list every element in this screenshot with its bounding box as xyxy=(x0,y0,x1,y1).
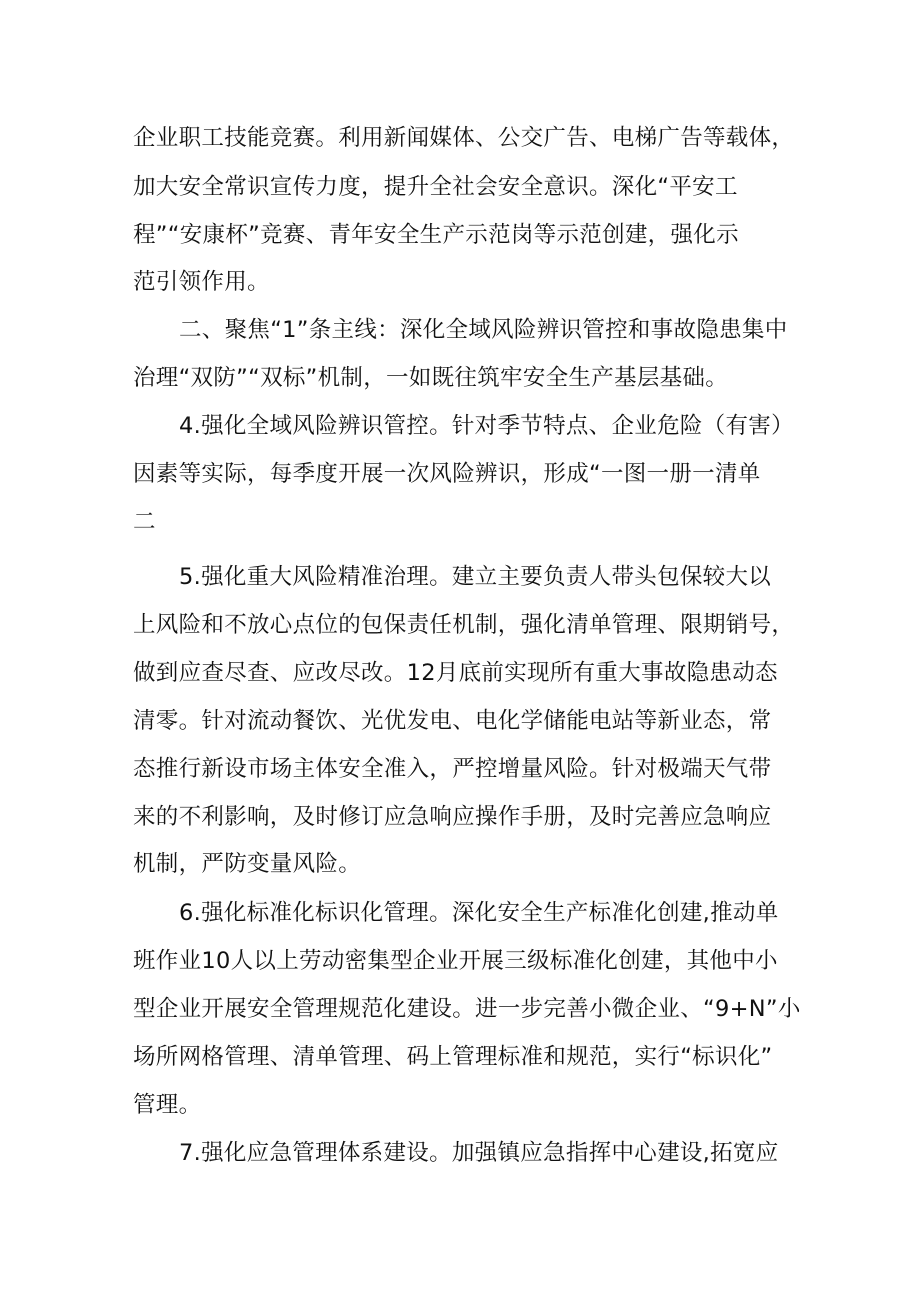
text-line: 机制，严防变量风险。 xyxy=(133,851,362,877)
text-line: 加大安全常识宣传力度，提升全社会安全意识。深化“平安工 xyxy=(133,174,738,200)
text-line: 清零。针对流动餐饮、光优发电、电化学储能电站等新业态，常 xyxy=(133,708,772,734)
text-line: 做到应查尽查、应改尽改。12月底前实现所有重大事故隐患动态 xyxy=(133,660,778,686)
text-line: 型企业开展安全管理规范化建设。进一步完善小微企业、“9+N”小 xyxy=(133,996,801,1022)
text-line: 企业职工技能竞赛。利用新闻媒体、公交广告、电梯广告等载体， xyxy=(133,125,795,151)
text-line: 因素等实际，每季度开展一次风险辨识，形成“一图一册一清单 xyxy=(133,461,761,487)
text-line: 7.强化应急管理体系建设。加强镇应急指挥中心建设,拓宽应 xyxy=(179,1140,779,1166)
text-line: 二 xyxy=(133,509,156,535)
section-heading-line: 二、聚焦“1”条主线：深化全域风险辨识管控和事故隐患集中 xyxy=(179,317,788,343)
text-line: 上风险和不放心点位的包保责任机制，强化清单管理、限期销号， xyxy=(133,612,795,638)
text-line: 班作业10人以上劳动密集型企业开展三级标准化创建，其他中小 xyxy=(133,948,778,974)
text-line: 程”“安康杯”竞赛、青年安全生产示范岗等示范创建，强化示 xyxy=(133,222,739,248)
text-line: 4.强化全域风险辨识管控。针对季节特点、企业危险（有害） xyxy=(179,413,794,439)
section-heading-line: 治理“双防”“双标”机制，一如既往筑牢安全生产基层基础。 xyxy=(133,365,729,391)
text-line: 来的不利影响，及时修订应急响应操作手册，及时完善应急响应 xyxy=(133,804,772,830)
text-line: 态推行新设市场主体安全准入，严控增量风险。针对极端天气带 xyxy=(133,756,772,782)
text-line: 5.强化重大风险精准治理。建立主要负责人带头包保较大以 xyxy=(179,564,772,590)
text-line: 6.强化标准化标识化管理。深化安全生产标准化创建,推动单 xyxy=(179,900,779,926)
text-line: 场所网格管理、清单管理、码上管理标准和规范，实行“标识化” xyxy=(133,1044,773,1070)
text-line: 范引领作用。 xyxy=(133,269,270,295)
text-line: 管理。 xyxy=(133,1092,202,1118)
